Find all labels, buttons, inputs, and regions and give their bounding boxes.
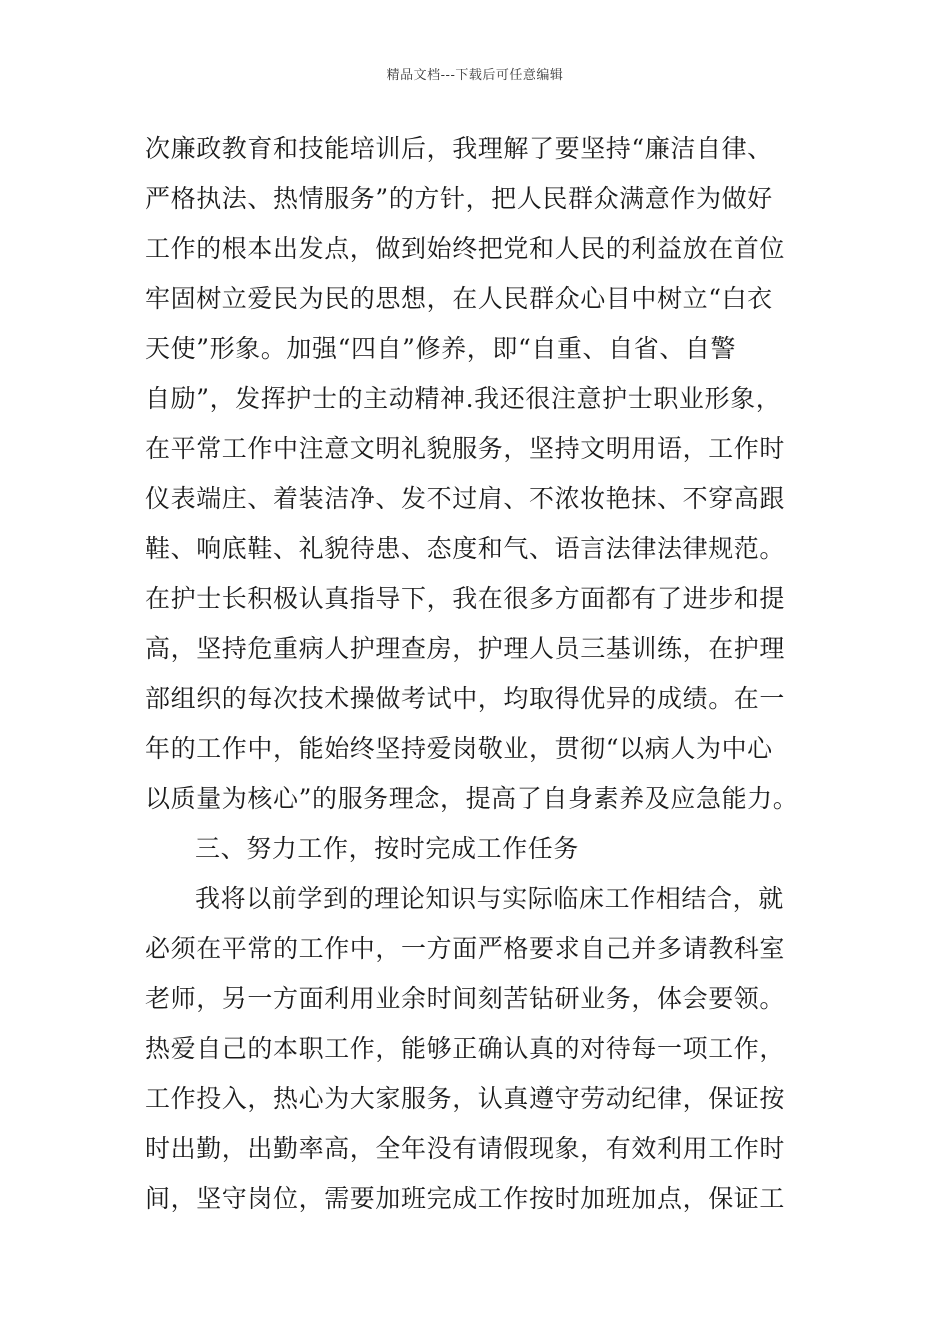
text-line: 必须在平常的工作中，一方面严格要求自己并多请教科室 <box>145 934 786 963</box>
text-line: 鞋、响底鞋、礼貌待患、态度和气、语言法律法律规范。 <box>145 534 786 563</box>
text-line: 次廉政教育和技能培训后，我理解了要坚持“廉洁自律、 <box>145 134 773 163</box>
text-line: 工作的根本出发点，做到始终把党和人民的利益放在首位 <box>145 234 786 263</box>
page-header: 精品文档---下载后可任意编辑 <box>386 68 564 83</box>
text-line: 在护士长积极认真指导下，我在很多方面都有了进步和提 <box>145 584 786 613</box>
text-line: 在平常工作中注意文明礼貌服务，坚持文明用语，工作时 <box>145 434 786 463</box>
text-line: 间，坚守岗位，需要加班完成工作按时加班加点，保证工 <box>145 1184 786 1213</box>
text-line: 年的工作中，能始终坚持爱岗敬业，贯彻“以病人为中心 <box>145 734 773 763</box>
text-line: 高，坚持危重病人护理查房，护理人员三基训练，在护理 <box>145 634 786 663</box>
text-line: 仪表端庄、着装洁净、发不过肩、不浓妆艳抹、不穿高跟 <box>145 484 786 513</box>
document-body <box>145 124 825 1224</box>
text-line: 部组织的每次技术操做考试中，均取得优异的成绩。在一 <box>145 684 786 713</box>
text-line: 牢固树立爱民为民的思想，在人民群众心目中树立“白衣 <box>145 284 773 313</box>
text-line: 时出勤，出勤率高，全年没有请假现象，有效利用工作时 <box>145 1134 786 1163</box>
text-line: 老师，另一方面利用业余时间刻苦钻研业务，体会要领。 <box>145 984 786 1013</box>
text-line: 工作投入，热心为大家服务，认真遵守劳动纪律，保证按 <box>145 1084 786 1113</box>
text-line: 以质量为核心”的服务理念，提高了自身素养及应急能力。 <box>145 784 799 813</box>
text-line: 天使”形象。加强“四自”修养，即“自重、自省、自警 <box>145 334 737 363</box>
section-heading: 三、努力工作，按时完成工作任务 <box>195 834 580 863</box>
text-line: 热爱自己的本职工作，能够正确认真的对待每一项工作， <box>145 1034 786 1063</box>
paragraph-first-line: 我将以前学到的理论知识与实际临床工作相结合，就 <box>195 884 784 913</box>
text-line: 自励”，发挥护士的主动精神.我还很注意护士职业形象， <box>145 384 782 413</box>
text-line: 严格执法、热情服务”的方针，把人民群众满意作为做好 <box>145 184 773 213</box>
